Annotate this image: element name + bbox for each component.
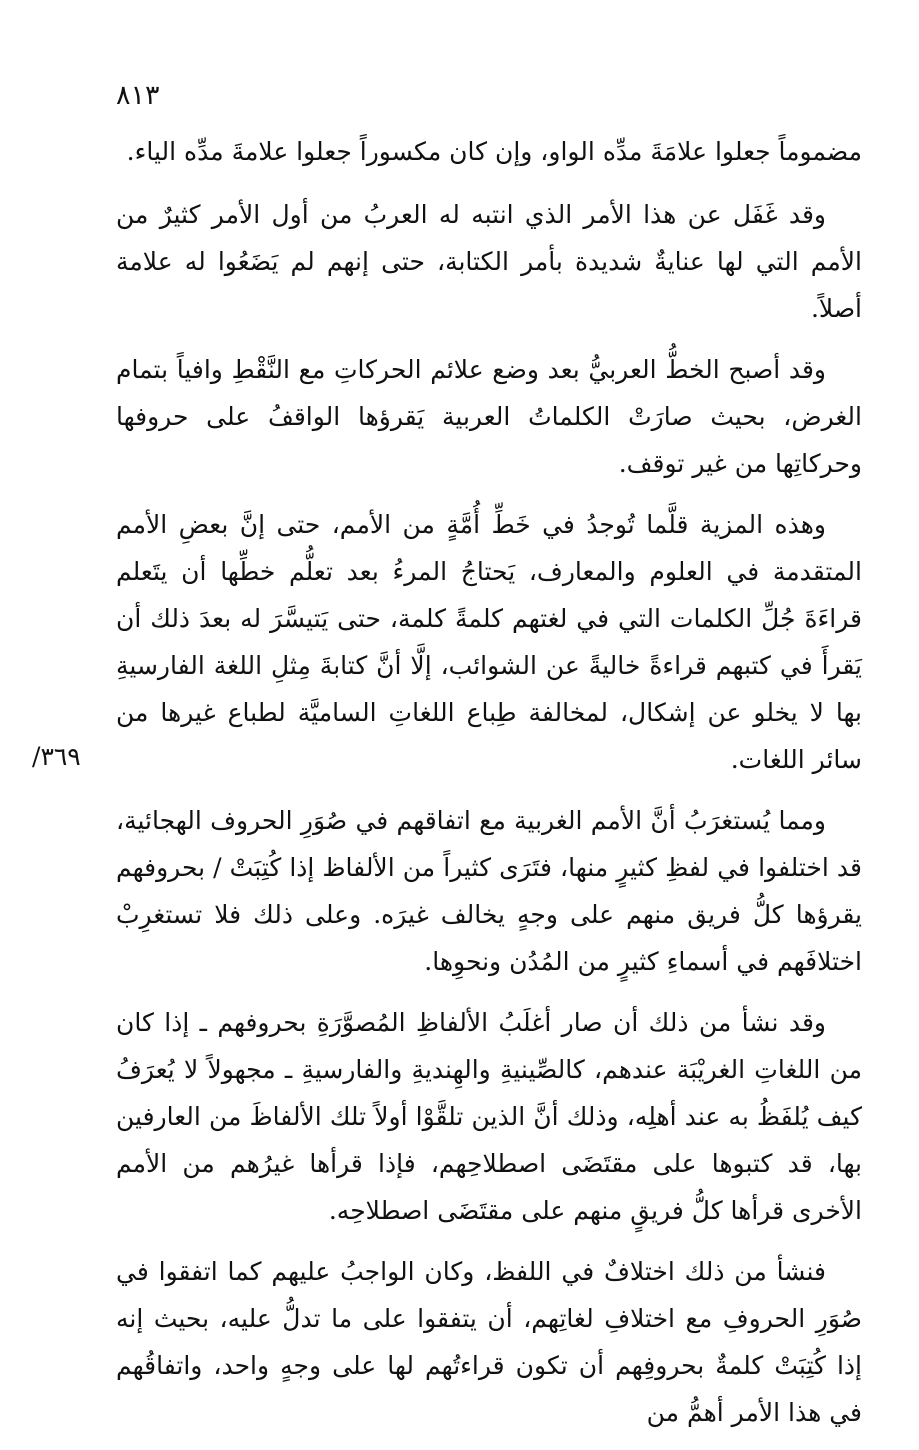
- paragraph: وقد أصبح الخطُّ العربيُّ بعد وضع علائم الحركاتِ مع النَّقْطِ وافياً بتمام الغرض، بحيث صارَتْ الكلماتُ العربية يَقرؤها الواقفُ على حروفها وحركاتِها من غير توقف.: [116, 355, 862, 478]
- page-number: ٨١٣: [116, 80, 160, 111]
- paragraph: وهذه المزية قلَّما تُوجدُ في خَطِّ أُمَّةٍ من الأمم، حتى إنَّ بعضِ الأمم المتقدمة في العلوم والمعارف، يَحتاجُ المرءُ بعد تعلُّم خطِّها أن يتَعلم قراءَةَ جُلِّ الكلمات التي في لغتهم كلمةً كلمة، حتى يَتيسَّرَ له بعدَ ذلك أن يَقرأَ في كتبهم قراءةً خاليةً عن الشوائب، إلَّا أنَّ كتابةَ مِثلِ اللغة الفارسيةِ بها لا يخلو عن إشكال، لمخالفة طِباع اللغاتِ الساميَّة لطباع غيرها من سائر اللغات.: [116, 510, 862, 774]
- paragraph-continuation: مضموماً جعلوا علامَةَ مدِّه الواو، وإن كان مكسوراً جعلوا علامةَ مدِّه الياء.: [126, 137, 862, 166]
- paragraph: وقد غَفَل عن هذا الأمر الذي انتبه له العربُ من أول الأمر كثيرٌ من الأمم التي لها عنايةٌ شديدة بأمر الكتابة، حتى إنهم لم يَضَعُوا له علامة أصلاً.: [116, 200, 862, 323]
- body-text: [116, 128, 862, 1450]
- paragraph: وقد نشأ من ذلك أن صار أغلَبُ الألفاظِ المُصوَّرَةِ بحروفهم ـ إذا كان من اللغاتِ الغريْبَة عندهم، كالصِّينيةِ والهِنديةِ والفارسيةِ ـ مجهولاً لا يُعرَفُ كيف يُلفَظُ به عند أهلِه، وذلك أنَّ الذين تلقَّوْا أولاً تلك الألفاظَ من العارفين بها، قد كتبوها على مقتَضَى اصطلاحِهم، فإذا قرأها غيرُهم من الأمم الأخرى قرأها كلُّ فريقٍ منهم على مقتَضَى اصطلاحِه.: [116, 1008, 862, 1225]
- margin-page-reference: ٣٦٩/: [32, 742, 81, 771]
- paragraph: ومما يُستغرَبُ أنَّ الأمم الغربية مع اتفاقهم في صُوَرِ الحروف الهجائية، قد اختلفوا في لفظِ كثيرٍ منها، فتَرَى كثيراً من الألفاظ إذا كُتِبَتْ / بحروفهم يقرؤها كلُّ فريق منهم على وجهٍ يخالف غيرَه. وعلى ذلك فلا تستغرِبْ اختلافَهم في أسماءِ كثيرٍ من المُدُن ونحوِها.: [116, 806, 862, 976]
- paragraph: فنشأ من ذلك اختلافٌ في اللفظ، وكان الواجبُ عليهم كما اتفقوا في صُوَرِ الحروفِ مع اختلافِ لغاتِهم، أن يتفقوا على ما تدلُّ عليه، بحيث إنه إذا كُتِبَتْ كلمةٌ بحروفِهم أن تكون قراءتُهم لها على وجهٍ واحد، واتفاقُهم في هذا الأمر أهمُّ من: [116, 1257, 862, 1427]
